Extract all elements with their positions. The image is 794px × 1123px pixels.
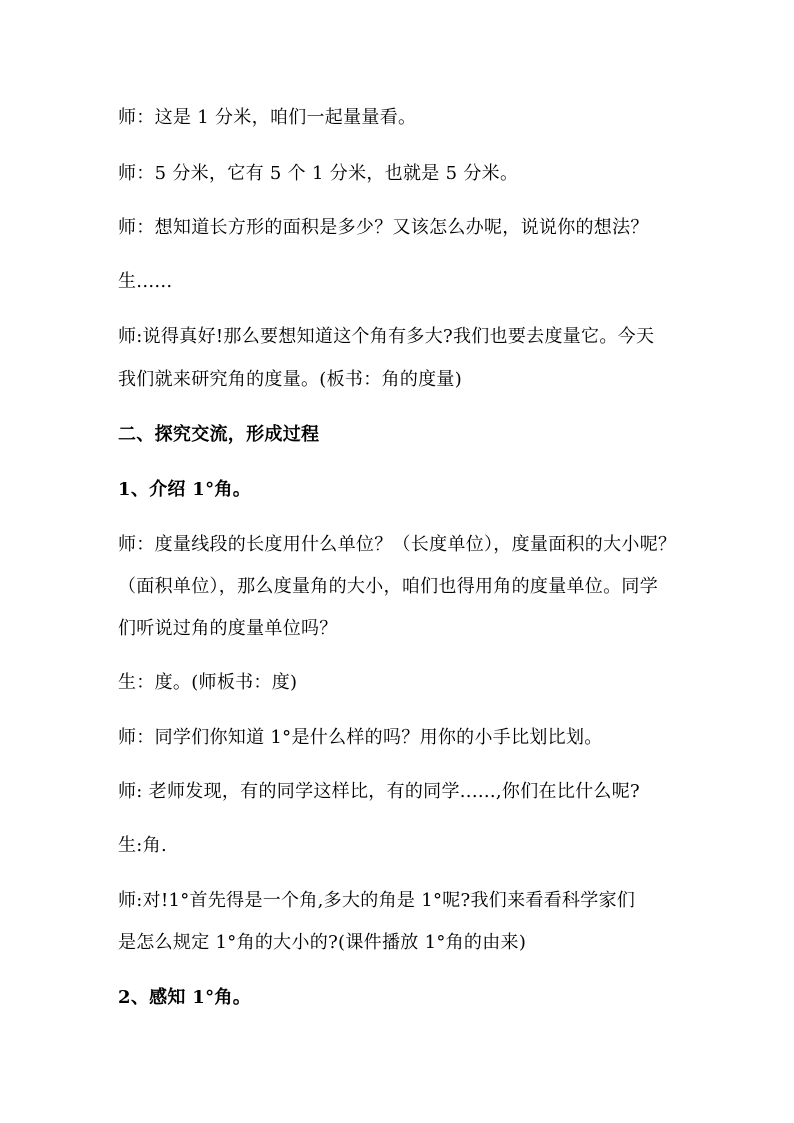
subsection-heading: 2、感知 1°角。 — [118, 987, 252, 1008]
subsection-heading: 1、介绍 1°角。 — [118, 479, 252, 500]
dialogue-line: 师：同学们你知道 1°是什么样的吗？用你的小手比划比划。 — [118, 727, 603, 748]
dialogue-line: 师：想知道长方形的面积是多少？又该怎么办呢，说说你的想法？ — [118, 217, 649, 238]
dialogue-line: 师：5 分米，它有 5 个 1 分米，也就是 5 分米。 — [118, 163, 519, 184]
dialogue-line: 师:说得真好!那么要想知道这个角有多大?我们也要去度量它。今天 — [118, 326, 655, 347]
dialogue-line: 生:角. — [118, 835, 167, 856]
dialogue-line: 师：度量线段的长度用什么单位？（长度单位），度量面积的大小呢？ — [118, 534, 677, 555]
dialogue-line: 们听说过角的度量单位吗？ — [118, 618, 338, 639]
dialogue-line: 生...... — [118, 271, 173, 292]
dialogue-line: 我们就来研究角的度量。(板书：角的度量) — [118, 369, 463, 390]
dialogue-line: 师:对!1°首先得是一个角,多大的角是 1°呢?我们来看看科学家们 — [118, 890, 636, 911]
section-heading: 二、探究交流，形成过程 — [118, 424, 320, 445]
dialogue-line: 是怎么规定 1°角的大小的?(课件播放 1°角的由来) — [118, 932, 527, 953]
dialogue-line: 生：度。(师板书：度) — [118, 672, 298, 693]
dialogue-line: 师: 老师发现，有的同学这样比，有的同学......,你们在比什么呢? — [118, 781, 640, 802]
dialogue-line: （面积单位），那么度量角的大小，咱们也得用角的度量单位。同学 — [118, 576, 658, 597]
dialogue-line: 师：这是 1 分米，咱们一起量量看。 — [118, 107, 417, 128]
